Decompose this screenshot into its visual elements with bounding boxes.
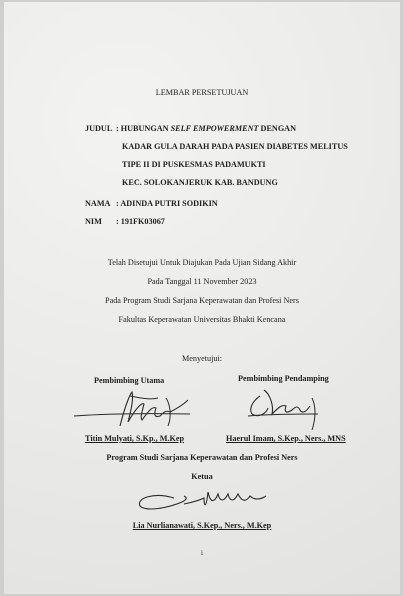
judul-prefix: : HUBUNGAN [116,124,171,133]
ketua-label: Ketua [191,472,213,481]
nama-value: : ADINDA PUTRI SODIKIN [116,199,218,208]
approval-line-1: Telah Disetujui Untuk Diajukan Pada Ujian Sidang Akhir [107,258,297,267]
pembimbing-pendamping-role: Pembimbing Pendamping [238,374,329,383]
judul-line-4: KEC. SOLOKANJERUK KAB. BANDUNG [122,178,278,187]
judul-suffix: DENGAN [258,124,297,133]
nama-label: NAMA [85,199,111,208]
judul-line-1 [116,124,296,134]
signature-utama [70,386,200,432]
judul-line-3: TIPE II DI PUSKESMAS PADAMUKTI [122,160,266,169]
approval-line-3: Pada Program Studi Sarjana Keperawatan dan Profesi Ners [105,296,299,305]
judul-italic: SELF EMPOWERMENT [170,124,259,133]
nim-label: NIM [85,217,102,226]
judul-line-2: KADAR GULA DARAH PADA PASIEN DIABETES MELITUS [122,142,348,151]
pembimbing-utama-name: Titin Mulyati, S.Kp., M.Kep [85,434,185,443]
page-number: i [201,549,203,557]
pembimbing-pendamping-name: Haerul Imam, S.Kep., Ners., MNS [226,434,346,443]
ketua-name: Lia Nurlianawati, S.Kep., Ners., M.Kep [132,521,272,530]
judul-label: JUDUL [85,124,113,133]
approval-line-4: Fakultas Keperawatan Universitas Bhakti Kencana [118,315,286,324]
nim-value: : 191FK03067 [116,217,165,226]
signature-pendamping [240,384,330,434]
page-title: LEMBAR PERSETUJUAN [155,88,249,97]
pembimbing-utama-role: Pembimbing Utama [94,376,165,385]
program-name: Program Studi Sarjana Keperawatan dan Profesi Ners [106,453,298,462]
approval-line-2: Pada Tanggal 11 November 2023 [147,277,257,286]
document-page [4,2,400,594]
signature-ketua [134,484,284,518]
menyetujui-label: Menyetujui: [181,354,223,363]
